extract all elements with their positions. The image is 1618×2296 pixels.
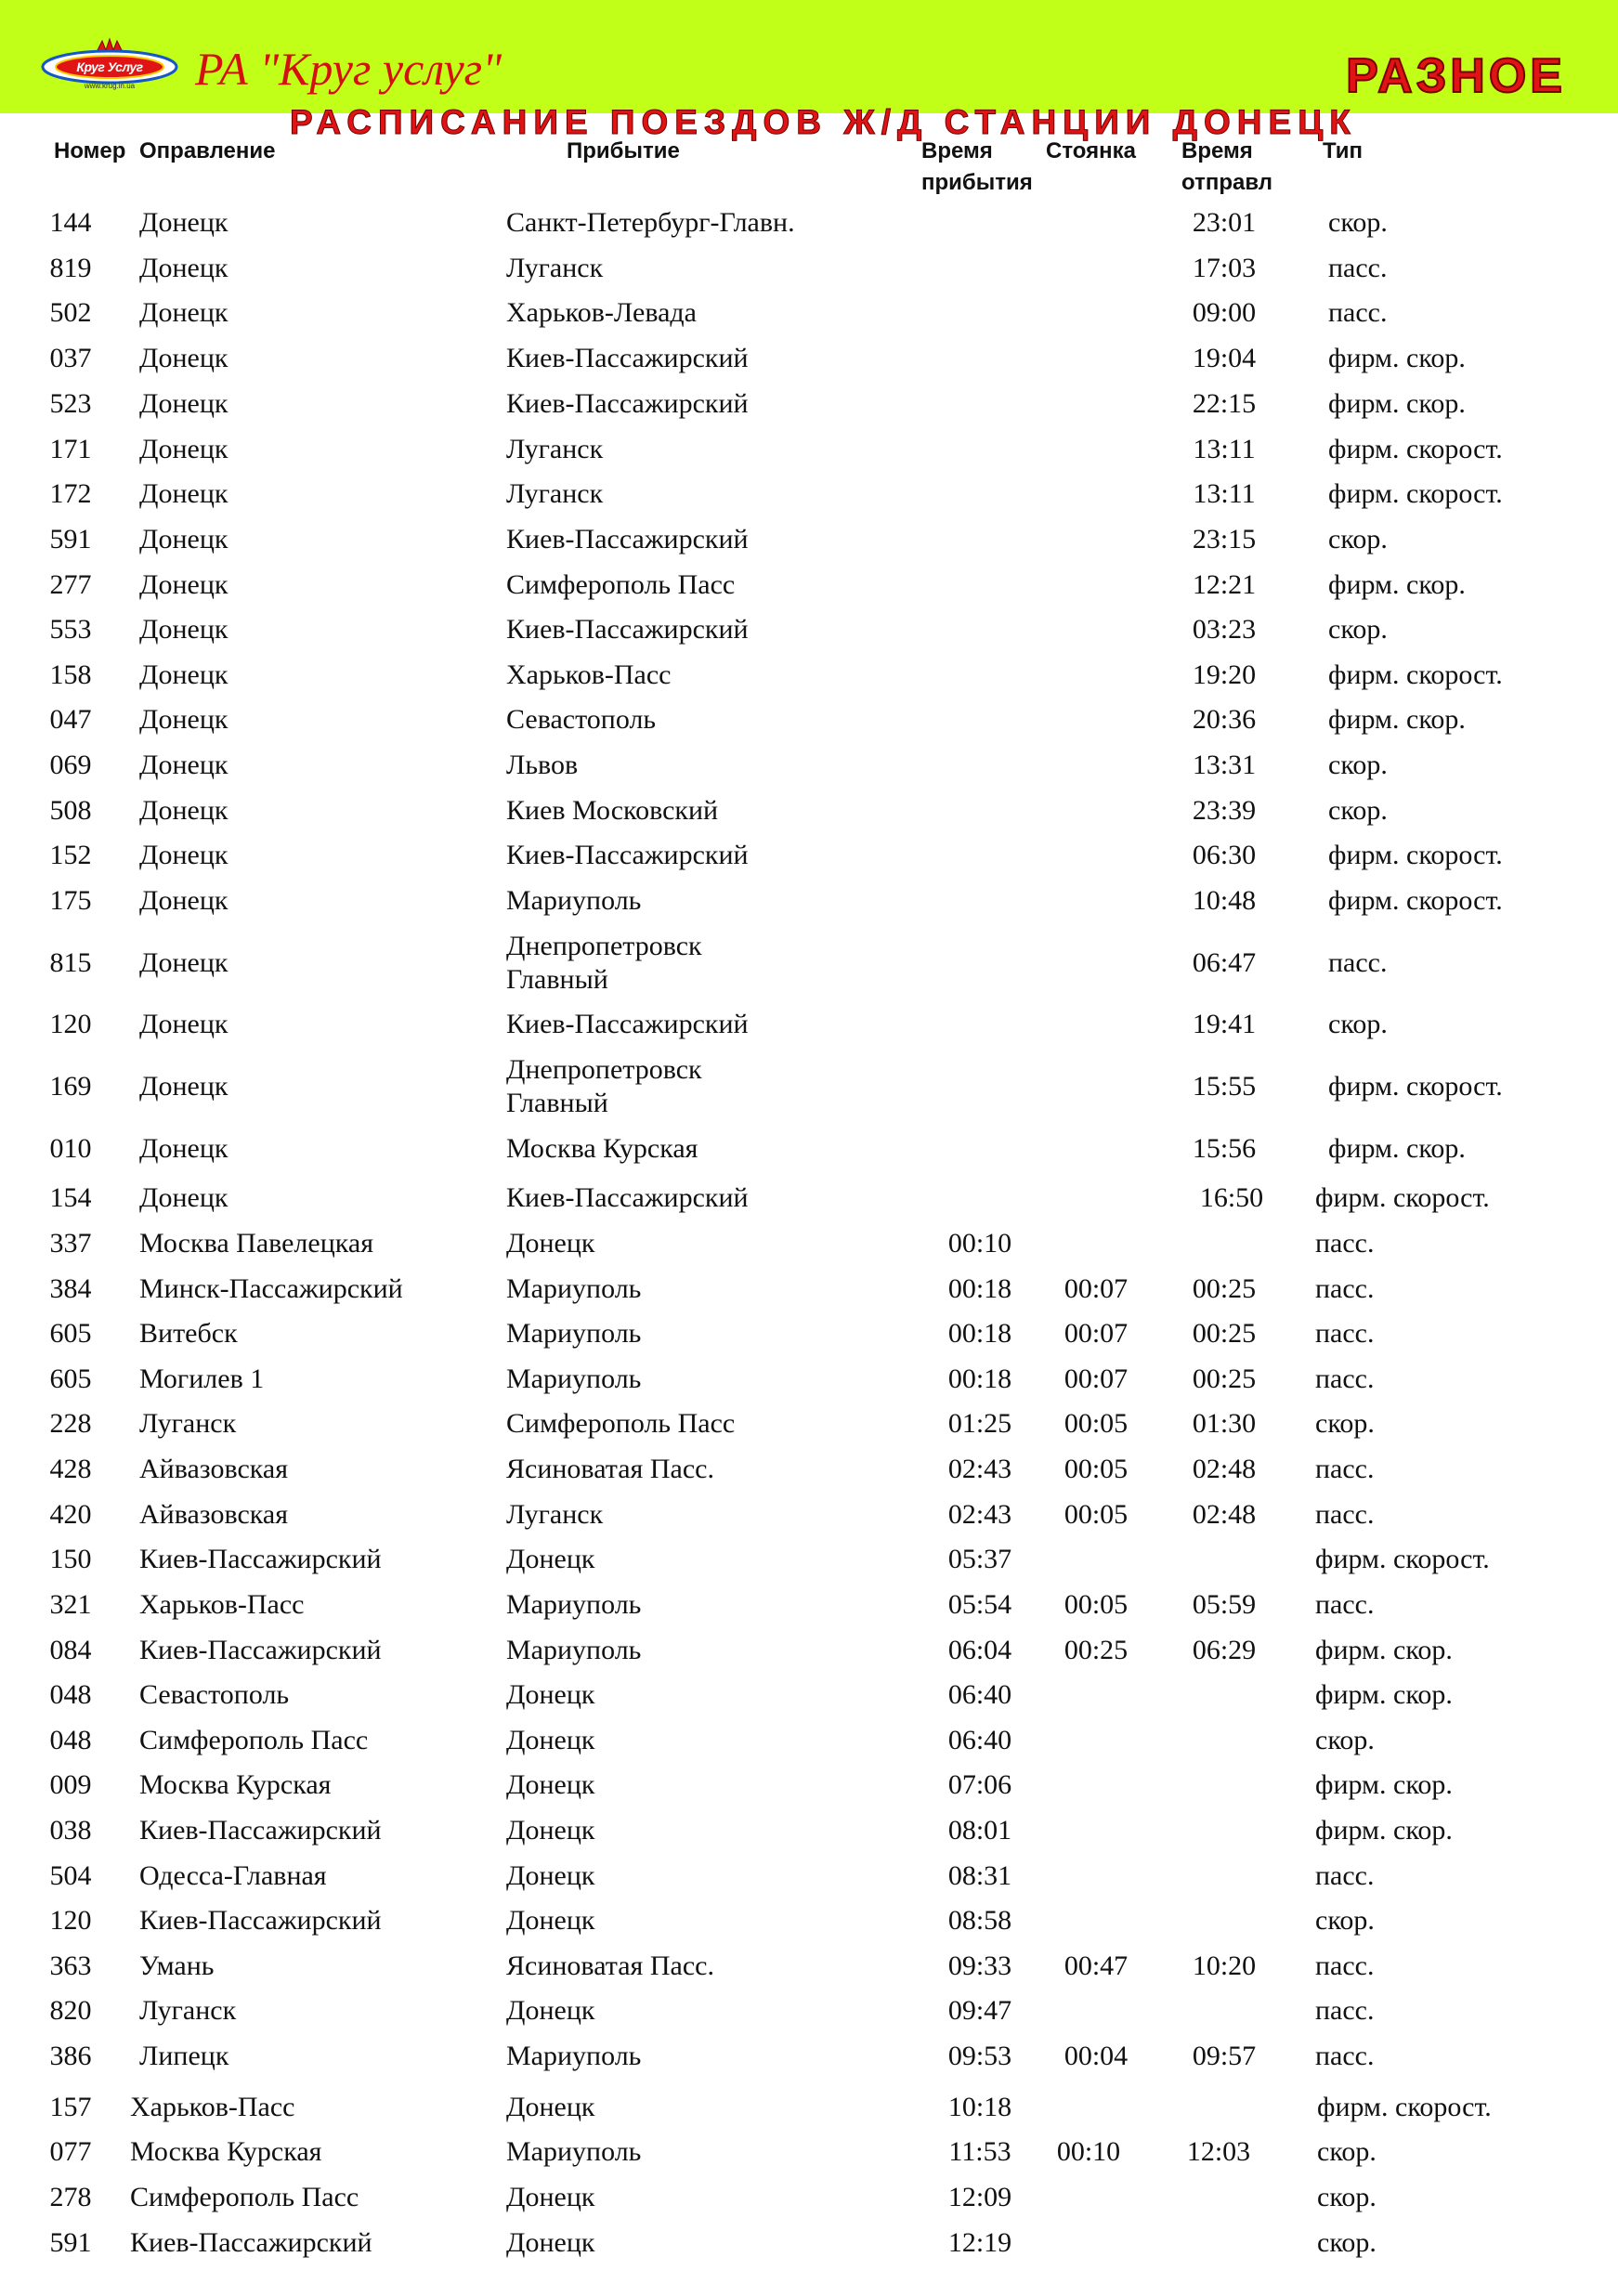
departure-time: 03:23 (1192, 614, 1257, 645)
departure-station: Донецк (139, 659, 228, 690)
arrival-station: Донецк (506, 1860, 595, 1891)
train-number: 077 (49, 2136, 92, 2167)
train-number: 120 (49, 1009, 92, 1039)
departure-time: 17:03 (1192, 253, 1257, 283)
departure-station: Киев-Пассажирский (130, 2227, 372, 2258)
train-number: 363 (49, 1950, 92, 1981)
departure-station: Симферополь Пасс (130, 2182, 359, 2212)
arrival-time: 10:18 (947, 2092, 1012, 2122)
departure-station: Луганск (139, 1408, 237, 1439)
arrival-station: Луганск (506, 434, 604, 464)
departure-station: Одесса-Главная (139, 1860, 327, 1891)
departure-time: 13:11 (1193, 434, 1256, 464)
train-number: 321 (49, 1589, 92, 1620)
departure-station: Донецк (139, 704, 228, 735)
arrival-station: Севастополь (506, 704, 657, 735)
departure-time: 23:39 (1192, 795, 1257, 826)
train-number: 175 (49, 885, 92, 916)
train-number: 172 (49, 478, 92, 509)
train-number: 152 (49, 840, 92, 870)
train-number: 420 (49, 1499, 92, 1530)
departure-station: Донецк (139, 478, 228, 509)
departure-time: 15:56 (1192, 1133, 1257, 1164)
departure-time: 15:55 (1192, 1071, 1257, 1102)
departure-time: 16:50 (1199, 1182, 1264, 1213)
agency-name: РА "Круг услуг" (195, 43, 502, 95)
train-number: 386 (49, 2041, 92, 2071)
departure-station: Симферополь Пасс (139, 1725, 369, 1755)
arrival-time: 12:09 (947, 2182, 1012, 2212)
train-number: 084 (49, 1635, 92, 1665)
arrival-station: Киев-Пассажирский (506, 614, 749, 645)
departure-station: Донецк (139, 750, 228, 780)
arrival-station: Донецк (506, 2092, 595, 2122)
arrival-station: Киев-Пассажирский (506, 343, 749, 373)
train-number: 038 (49, 1815, 92, 1846)
departure-station: Донецк (139, 1182, 228, 1213)
departure-time: 23:01 (1192, 207, 1257, 238)
train-type: скор. (1328, 795, 1388, 826)
arrival-station: Днепропетровск Главный (506, 931, 702, 995)
train-type: фирм. скор. (1315, 1815, 1453, 1846)
arrival-time: 06:40 (947, 1725, 1012, 1755)
departure-station: Могилев 1 (139, 1363, 265, 1394)
arrival-station: Харьков-Пасс (506, 659, 672, 690)
stop-duration: 00:25 (1063, 1635, 1129, 1665)
section-title: РАЗНОЕ (1346, 49, 1566, 103)
departure-time: 10:48 (1192, 885, 1257, 916)
train-type: фирм. скор. (1315, 1679, 1453, 1710)
departure-station: Донецк (139, 343, 228, 373)
departure-time: 23:15 (1192, 524, 1257, 554)
arrival-station: Симферополь Пасс (506, 569, 736, 600)
logo-text: Круг Услуг (76, 59, 143, 74)
departure-time: 01:30 (1192, 1408, 1257, 1439)
stop-duration: 00:05 (1063, 1454, 1129, 1484)
train-type: пасс. (1315, 1499, 1375, 1530)
train-type: пасс. (1315, 1228, 1375, 1259)
train-number: 428 (49, 1454, 92, 1484)
arrival-station: Ясиноватая Пасс. (506, 1950, 714, 1981)
departure-station: Донецк (139, 569, 228, 600)
departure-station: Липецк (139, 2041, 229, 2071)
arrival-time: 00:18 (947, 1363, 1012, 1394)
departure-time: 06:30 (1192, 840, 1257, 870)
departure-station: Харьков-Пасс (130, 2092, 295, 2122)
arrival-time: 01:25 (947, 1408, 1012, 1439)
arrival-station: Киев-Пассажирский (506, 840, 749, 870)
train-number: 144 (49, 207, 92, 238)
stop-duration: 00:07 (1063, 1273, 1129, 1304)
arrival-station: Мариуполь (506, 1589, 642, 1620)
train-number: 278 (49, 2182, 92, 2212)
train-type: фирм. скорост. (1328, 885, 1503, 916)
arrival-time: 00:18 (947, 1318, 1012, 1349)
departure-station: Донецк (139, 253, 228, 283)
departure-station: Донецк (139, 524, 228, 554)
departure-station: Луганск (139, 1995, 237, 2026)
train-number: 069 (49, 750, 92, 780)
train-number: 553 (49, 614, 92, 645)
arrival-time: 09:47 (947, 1995, 1012, 2026)
arrival-time: 06:40 (947, 1679, 1012, 1710)
column-header-arrival-line1: Время (921, 138, 993, 163)
arrival-station: Донецк (506, 1228, 595, 1259)
arrival-time: 00:18 (947, 1273, 1012, 1304)
train-type: фирм. скор. (1315, 1769, 1453, 1800)
train-type: пасс. (1315, 1273, 1375, 1304)
arrival-time: 08:58 (947, 1905, 1012, 1936)
train-type: скор. (1328, 614, 1388, 645)
train-type: скор. (1315, 1408, 1375, 1439)
train-type: скор. (1315, 1905, 1375, 1936)
train-type: скор. (1317, 2136, 1377, 2167)
departure-time: 13:11 (1193, 478, 1256, 509)
departure-station: Минск-Пассажирский (139, 1273, 403, 1304)
train-number: 384 (49, 1273, 92, 1304)
train-type: пасс. (1328, 253, 1388, 283)
departure-station: Киев-Пассажирский (139, 1544, 382, 1574)
train-number: 277 (49, 569, 92, 600)
departure-time: 19:41 (1192, 1009, 1257, 1039)
arrival-station: Киев Московский (506, 795, 719, 826)
arrival-station: Санкт-Петербург-Главн. (506, 207, 795, 238)
departure-time: 06:29 (1192, 1635, 1257, 1665)
stop-duration: 00:05 (1063, 1589, 1129, 1620)
departure-time: 00:25 (1192, 1318, 1257, 1349)
departure-station: Москва Курская (130, 2136, 322, 2167)
train-type: пасс. (1315, 1318, 1375, 1349)
departure-station: Донецк (139, 885, 228, 916)
train-number: 508 (49, 795, 92, 826)
train-number: 337 (49, 1228, 92, 1259)
arrival-station: Киев-Пассажирский (506, 1182, 749, 1213)
train-number: 502 (49, 297, 92, 328)
arrival-station: Мариуполь (506, 2136, 642, 2167)
column-header-stop: Стоянка (1046, 138, 1136, 163)
departure-station: Айвазовская (139, 1454, 289, 1484)
arrival-station: Донецк (506, 1769, 595, 1800)
train-number: 048 (49, 1725, 92, 1755)
train-type: скор. (1328, 1009, 1388, 1039)
arrival-station: Киев-Пассажирский (506, 388, 749, 419)
train-type: пасс. (1315, 1363, 1375, 1394)
departure-station: Айвазовская (139, 1499, 289, 1530)
arrival-station: Донецк (506, 1725, 595, 1755)
departure-time: 22:15 (1192, 388, 1257, 419)
arrival-time: 08:01 (947, 1815, 1012, 1846)
arrival-station: Харьков-Левада (506, 297, 697, 328)
train-number: 047 (49, 704, 92, 735)
arrival-station: Луганск (506, 1499, 604, 1530)
train-type: скор. (1317, 2182, 1377, 2212)
train-number: 120 (49, 1905, 92, 1936)
departure-station: Киев-Пассажирский (139, 1635, 382, 1665)
departure-station: Киев-Пассажирский (139, 1815, 382, 1846)
train-type: фирм. скорост. (1317, 2092, 1492, 2122)
arrival-station: Днепропетровск Главный (506, 1054, 702, 1118)
train-type: фирм. скорост. (1328, 434, 1503, 464)
departure-station: Донецк (139, 388, 228, 419)
departure-time: 05:59 (1192, 1589, 1257, 1620)
arrival-time: 11:53 (948, 2136, 1011, 2167)
train-number: 037 (49, 343, 92, 373)
departure-station: Умань (139, 1950, 215, 1981)
departure-time: 06:47 (1192, 947, 1257, 978)
train-type: пасс. (1328, 297, 1388, 328)
train-type: фирм. скорост. (1328, 840, 1503, 870)
arrival-station: Донецк (506, 2227, 595, 2258)
train-type: фирм. скор. (1328, 343, 1466, 373)
arrival-station: Донецк (506, 2182, 595, 2212)
train-type: пасс. (1315, 1950, 1375, 1981)
column-header-type: Тип (1323, 138, 1363, 163)
train-type: фирм. скорост. (1328, 478, 1503, 509)
train-number: 169 (49, 1071, 92, 1102)
train-type: скор. (1328, 524, 1388, 554)
arrival-time: 05:54 (947, 1589, 1012, 1620)
departure-time: 13:31 (1192, 750, 1257, 780)
arrival-station: Мариуполь (506, 1318, 642, 1349)
departure-time: 09:00 (1192, 297, 1257, 328)
departure-station: Донецк (139, 1071, 228, 1102)
train-number: 820 (49, 1995, 92, 2026)
train-number: 815 (49, 947, 92, 978)
departure-station: Донецк (139, 207, 228, 238)
departure-station: Москва Курская (139, 1769, 332, 1800)
departure-time: 19:04 (1192, 343, 1257, 373)
column-header-arrival-line2: прибытия (921, 170, 1033, 195)
departure-station: Донецк (139, 614, 228, 645)
arrival-time: 09:33 (947, 1950, 1012, 1981)
departure-station: Донецк (139, 434, 228, 464)
train-type: фирм. скор. (1328, 569, 1466, 600)
train-type: пасс. (1315, 1589, 1375, 1620)
train-type: скор. (1328, 207, 1388, 238)
departure-station: Харьков-Пасс (139, 1589, 305, 1620)
arrival-time: 05:37 (947, 1544, 1012, 1574)
train-type: скор. (1328, 750, 1388, 780)
departure-time: 00:25 (1192, 1363, 1257, 1394)
train-type: фирм. скор. (1328, 1133, 1466, 1164)
stop-duration: 00:10 (1056, 2136, 1121, 2167)
column-header-number: Номер (54, 138, 126, 163)
departure-time: 20:36 (1192, 704, 1257, 735)
train-number: 171 (49, 434, 92, 464)
stop-duration: 00:05 (1063, 1408, 1129, 1439)
train-number: 819 (49, 253, 92, 283)
departure-station: Киев-Пассажирский (139, 1905, 382, 1936)
arrival-time: 02:43 (947, 1499, 1012, 1530)
arrival-time: 06:04 (947, 1635, 1012, 1665)
stop-duration: 00:07 (1063, 1363, 1129, 1394)
stop-duration: 00:47 (1063, 1950, 1129, 1981)
departure-time: 00:25 (1192, 1273, 1257, 1304)
stop-duration: 00:05 (1063, 1499, 1129, 1530)
departure-time: 10:20 (1192, 1950, 1257, 1981)
arrival-station: Мариуполь (506, 1273, 642, 1304)
column-header-to: Прибытие (567, 138, 680, 163)
arrival-station: Донецк (506, 1905, 595, 1936)
train-type: фирм. скорост. (1315, 1544, 1490, 1574)
train-number: 150 (49, 1544, 92, 1574)
train-type: скор. (1315, 1725, 1375, 1755)
column-header-from: Оправление (139, 138, 276, 163)
departure-station: Донецк (139, 840, 228, 870)
departure-time: 12:21 (1192, 569, 1257, 600)
train-number: 157 (49, 2092, 92, 2122)
departure-station: Донецк (139, 1009, 228, 1039)
train-number: 591 (49, 2227, 92, 2258)
arrival-station: Симферополь Пасс (506, 1408, 736, 1439)
arrival-time: 07:06 (947, 1769, 1012, 1800)
arrival-station: Донецк (506, 1679, 595, 1710)
departure-station: Донецк (139, 1133, 228, 1164)
train-number: 158 (49, 659, 92, 690)
stop-duration: 00:04 (1063, 2041, 1129, 2071)
departure-station: Витебск (139, 1318, 238, 1349)
departure-time: 02:48 (1192, 1499, 1257, 1530)
train-type: пасс. (1315, 1995, 1375, 2026)
document-title: РАСПИСАНИЕ ПОЕЗДОВ Ж/Д СТАНЦИИ ДОНЕЦК (290, 103, 1357, 141)
departure-time: 12:03 (1186, 2136, 1251, 2167)
train-type: фирм. скор. (1315, 1635, 1453, 1665)
train-number: 009 (49, 1769, 92, 1800)
train-type: скор. (1317, 2227, 1377, 2258)
departure-time: 09:57 (1192, 2041, 1257, 2071)
departure-time: 02:48 (1192, 1454, 1257, 1484)
arrival-time: 09:53 (947, 2041, 1012, 2071)
departure-station: Донецк (139, 947, 228, 978)
arrival-time: 12:19 (947, 2227, 1012, 2258)
train-type: фирм. скор. (1328, 704, 1466, 735)
departure-station: Севастополь (139, 1679, 290, 1710)
arrival-station: Луганск (506, 478, 604, 509)
train-type: пасс. (1328, 947, 1388, 978)
arrival-station: Мариуполь (506, 1363, 642, 1394)
departure-station: Донецк (139, 297, 228, 328)
train-number: 504 (49, 1860, 92, 1891)
arrival-time: 02:43 (947, 1454, 1012, 1484)
train-type: фирм. скор. (1328, 388, 1466, 419)
arrival-station: Киев-Пассажирский (506, 524, 749, 554)
train-type: фирм. скорост. (1315, 1182, 1490, 1213)
arrival-station: Ясиноватая Пасс. (506, 1454, 714, 1484)
arrival-station: Львов (506, 750, 579, 780)
departure-station: Москва Павелецкая (139, 1228, 374, 1259)
arrival-station: Донецк (506, 1815, 595, 1846)
arrival-station: Мариуполь (506, 1635, 642, 1665)
train-type: пасс. (1315, 1860, 1375, 1891)
train-number: 154 (49, 1182, 92, 1213)
arrival-station: Мариуполь (506, 885, 642, 916)
train-type: пасс. (1315, 2041, 1375, 2071)
train-number: 605 (49, 1318, 92, 1349)
arrival-station: Мариуполь (506, 2041, 642, 2071)
arrival-station: Луганск (506, 253, 604, 283)
train-number: 605 (49, 1363, 92, 1394)
departure-station: Донецк (139, 795, 228, 826)
arrival-station: Донецк (506, 1544, 595, 1574)
train-number: 010 (49, 1133, 92, 1164)
departure-time: 19:20 (1192, 659, 1257, 690)
column-header-departure-line2: отправл (1181, 170, 1273, 195)
arrival-time: 08:31 (947, 1860, 1012, 1891)
train-number: 228 (49, 1408, 92, 1439)
train-number: 048 (49, 1679, 92, 1710)
arrival-station: Москва Курская (506, 1133, 698, 1164)
train-type: фирм. скорост. (1328, 659, 1503, 690)
train-number: 523 (49, 388, 92, 419)
arrival-station: Киев-Пассажирский (506, 1009, 749, 1039)
train-number: 591 (49, 524, 92, 554)
arrival-time: 00:10 (947, 1228, 1012, 1259)
column-header-departure-line1: Время (1181, 138, 1253, 163)
logo-url: www.krug.in.ua (84, 82, 136, 90)
train-type: пасс. (1315, 1454, 1375, 1484)
stop-duration: 00:07 (1063, 1318, 1129, 1349)
train-type: фирм. скорост. (1328, 1071, 1503, 1102)
arrival-station: Донецк (506, 1995, 595, 2026)
